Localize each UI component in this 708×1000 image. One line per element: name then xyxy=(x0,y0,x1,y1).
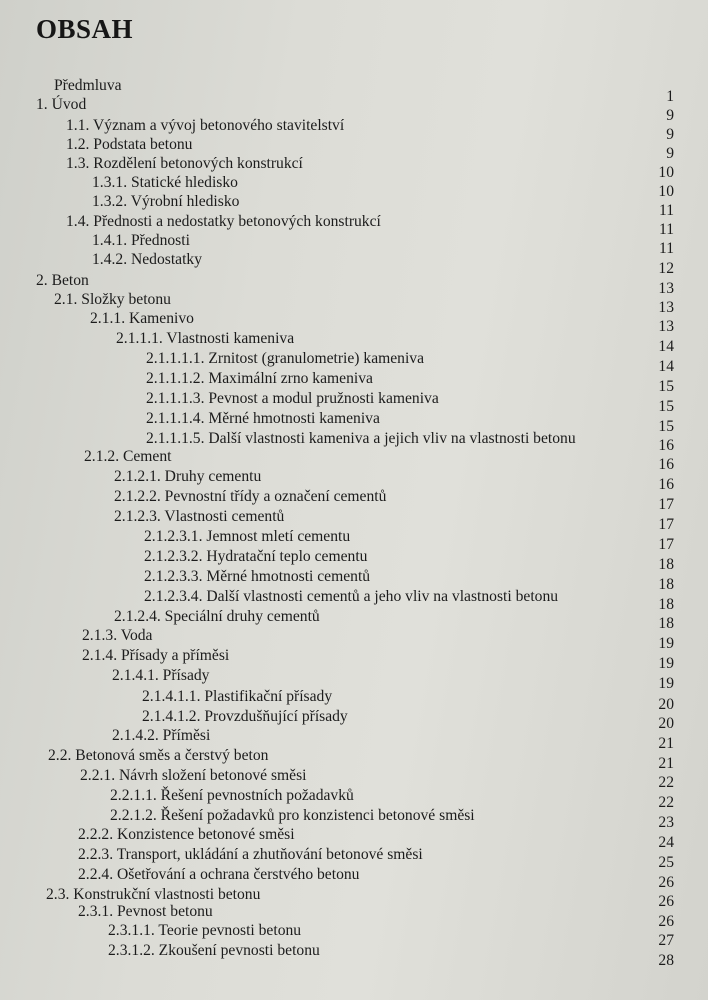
toc-entry: 2.1.2.1. Druhy cementu xyxy=(114,468,262,485)
toc-entry: 1.3.2. Výrobní hledisko xyxy=(92,193,240,210)
toc-entry: 1.2. Podstata betonu xyxy=(66,136,193,153)
toc-entry: 2. Beton xyxy=(36,272,89,289)
toc-entry: 2.1.4. Přísady a příměsi xyxy=(82,647,230,664)
toc-entry: 2.1.2.3.2. Hydratační teplo cementu xyxy=(144,548,368,565)
page-number: 10 xyxy=(658,183,674,200)
toc-entry: 2.2.3. Transport, ukládání a zhutňování betonové směsi xyxy=(78,846,423,863)
toc-entry: 1. Úvod xyxy=(36,96,87,113)
toc-entry: 2.1.2. Cement xyxy=(84,448,172,465)
toc-entry: 1.1. Význam a vývoj betonového stavitelství xyxy=(66,117,345,134)
toc-entry: 2.2.2. Konzistence betonové směsi xyxy=(78,826,295,843)
toc-entry: 1.4.1. Přednosti xyxy=(92,232,190,249)
page-number: 13 xyxy=(658,280,674,297)
page-title: OBSAH xyxy=(36,14,134,44)
toc-entry: 2.2.4. Ošetřování a ochrana čerstvého betonu xyxy=(78,866,360,883)
page-number: 22 xyxy=(658,794,674,811)
page-number: 9 xyxy=(666,145,674,162)
page-number: 15 xyxy=(658,418,674,435)
page-number: 21 xyxy=(658,755,674,772)
page-number: 27 xyxy=(658,932,674,949)
page-number: 16 xyxy=(658,437,674,454)
toc-entry: 2.3. Konstrukční vlastnosti betonu xyxy=(46,886,261,903)
page-number: 9 xyxy=(666,107,674,124)
toc-entry: 2.1.2.3.4. Další vlastnosti cementů a jeho vliv na vlastnosti betonu xyxy=(144,588,559,605)
toc-entry: 2.1.4.1.1. Plastifikační přísady xyxy=(142,688,333,705)
toc-entry: 1.3.1. Statické hledisko xyxy=(92,174,238,191)
page-number: 11 xyxy=(658,221,674,238)
toc-entry: 2.1.3. Voda xyxy=(82,627,153,644)
page-number: 9 xyxy=(666,126,674,143)
page-number: 26 xyxy=(658,913,674,930)
toc-entry: 2.1.1.1.3. Pevnost a modul pružnosti kameniva xyxy=(146,390,439,407)
page-number: 19 xyxy=(658,675,674,692)
toc-entry: 2.3.1.1. Teorie pevnosti betonu xyxy=(108,922,302,939)
toc-entry: 2.3.1. Pevnost betonu xyxy=(78,903,213,920)
toc-entry: 2.2. Betonová směs a čerstvý beton xyxy=(48,747,269,764)
toc-entry: 1.4. Přednosti a nedostatky betonových konstrukcí xyxy=(66,213,381,230)
page-number: 24 xyxy=(658,834,674,851)
page-number: 20 xyxy=(658,696,674,713)
page-number: 25 xyxy=(658,854,674,871)
page-number: 1 xyxy=(666,88,674,105)
page-number: 11 xyxy=(658,202,674,219)
toc-entry: 2.2.1.1. Řešení pevnostních požadavků xyxy=(110,787,354,804)
page-number: 22 xyxy=(658,774,674,791)
toc-entry: 2.1.2.4. Speciální druhy cementů xyxy=(114,608,320,625)
page-number: 18 xyxy=(658,596,674,613)
toc-entry: 1.3. Rozdělení betonových konstrukcí xyxy=(66,155,303,172)
page-number: 26 xyxy=(658,893,674,910)
toc-entry: 2.1.1.1. Vlastnosti kameniva xyxy=(116,330,295,347)
page-number: 12 xyxy=(658,260,674,277)
toc-entry: 2.3.1.2. Zkoušení pevnosti betonu xyxy=(108,942,320,959)
page-number: 28 xyxy=(658,952,674,969)
page-number: 26 xyxy=(658,874,674,891)
toc-entry: 2.2.1.2. Řešení požadavků pro konzistenci betonové směsi xyxy=(110,807,475,824)
page-number: 14 xyxy=(658,338,674,355)
page-number: 14 xyxy=(658,358,674,375)
toc-entry: 2.1.2.2. Pevnostní třídy a označení cementů xyxy=(114,488,387,505)
page-number: 16 xyxy=(658,476,674,493)
page-number: 13 xyxy=(658,318,674,335)
toc-entry: 2.1.1.1.4. Měrné hmotnosti kameniva xyxy=(146,410,380,427)
page-number: 17 xyxy=(658,496,674,513)
page-number: 18 xyxy=(658,576,674,593)
toc-entry: 2.1.1.1.1. Zrnitost (granulometrie) kameniva xyxy=(146,350,425,367)
toc-entry: 2.1.1.1.5. Další vlastnosti kameniva a jejich vliv na vlastnosti betonu xyxy=(146,430,576,447)
toc-entry: Předmluva xyxy=(54,77,122,94)
toc-entry: 2.1.4.1. Přísady xyxy=(112,667,210,684)
page-number: 19 xyxy=(658,655,674,672)
page-number: 16 xyxy=(658,456,674,473)
toc-entry: 2.1.2.3. Vlastnosti cementů xyxy=(114,508,285,525)
toc-entry: 1.4.2. Nedostatky xyxy=(92,251,203,268)
page-number: 17 xyxy=(658,536,674,553)
page-number: 23 xyxy=(658,814,674,831)
page-number: 13 xyxy=(658,299,674,316)
page-number: 19 xyxy=(658,635,674,652)
page-number: 17 xyxy=(658,516,674,533)
page-number: 18 xyxy=(658,615,674,632)
page-number: 15 xyxy=(658,378,674,395)
page-number: 18 xyxy=(658,556,674,573)
toc-entry: 2.1.2.3.1. Jemnost mletí cementu xyxy=(144,528,351,545)
page-number: 21 xyxy=(658,735,674,752)
toc-entry: 2.1.4.1.2. Provzdušňující přísady xyxy=(142,708,348,725)
toc-entry: 2.1. Složky betonu xyxy=(54,291,171,308)
page-number: 15 xyxy=(658,398,674,415)
toc-entry: 2.1.1. Kamenivo xyxy=(90,310,194,327)
page-number: 11 xyxy=(658,240,674,257)
toc-entry: 2.2.1. Návrh složení betonové směsi xyxy=(80,767,307,784)
page-number: 10 xyxy=(658,164,674,181)
toc-entry: 2.1.4.2. Příměsi xyxy=(112,727,211,744)
toc-entry: 2.1.2.3.3. Měrné hmotnosti cementů xyxy=(144,568,371,585)
page-number: 20 xyxy=(658,715,674,732)
toc-entry: 2.1.1.1.2. Maximální zrno kameniva xyxy=(146,370,373,387)
